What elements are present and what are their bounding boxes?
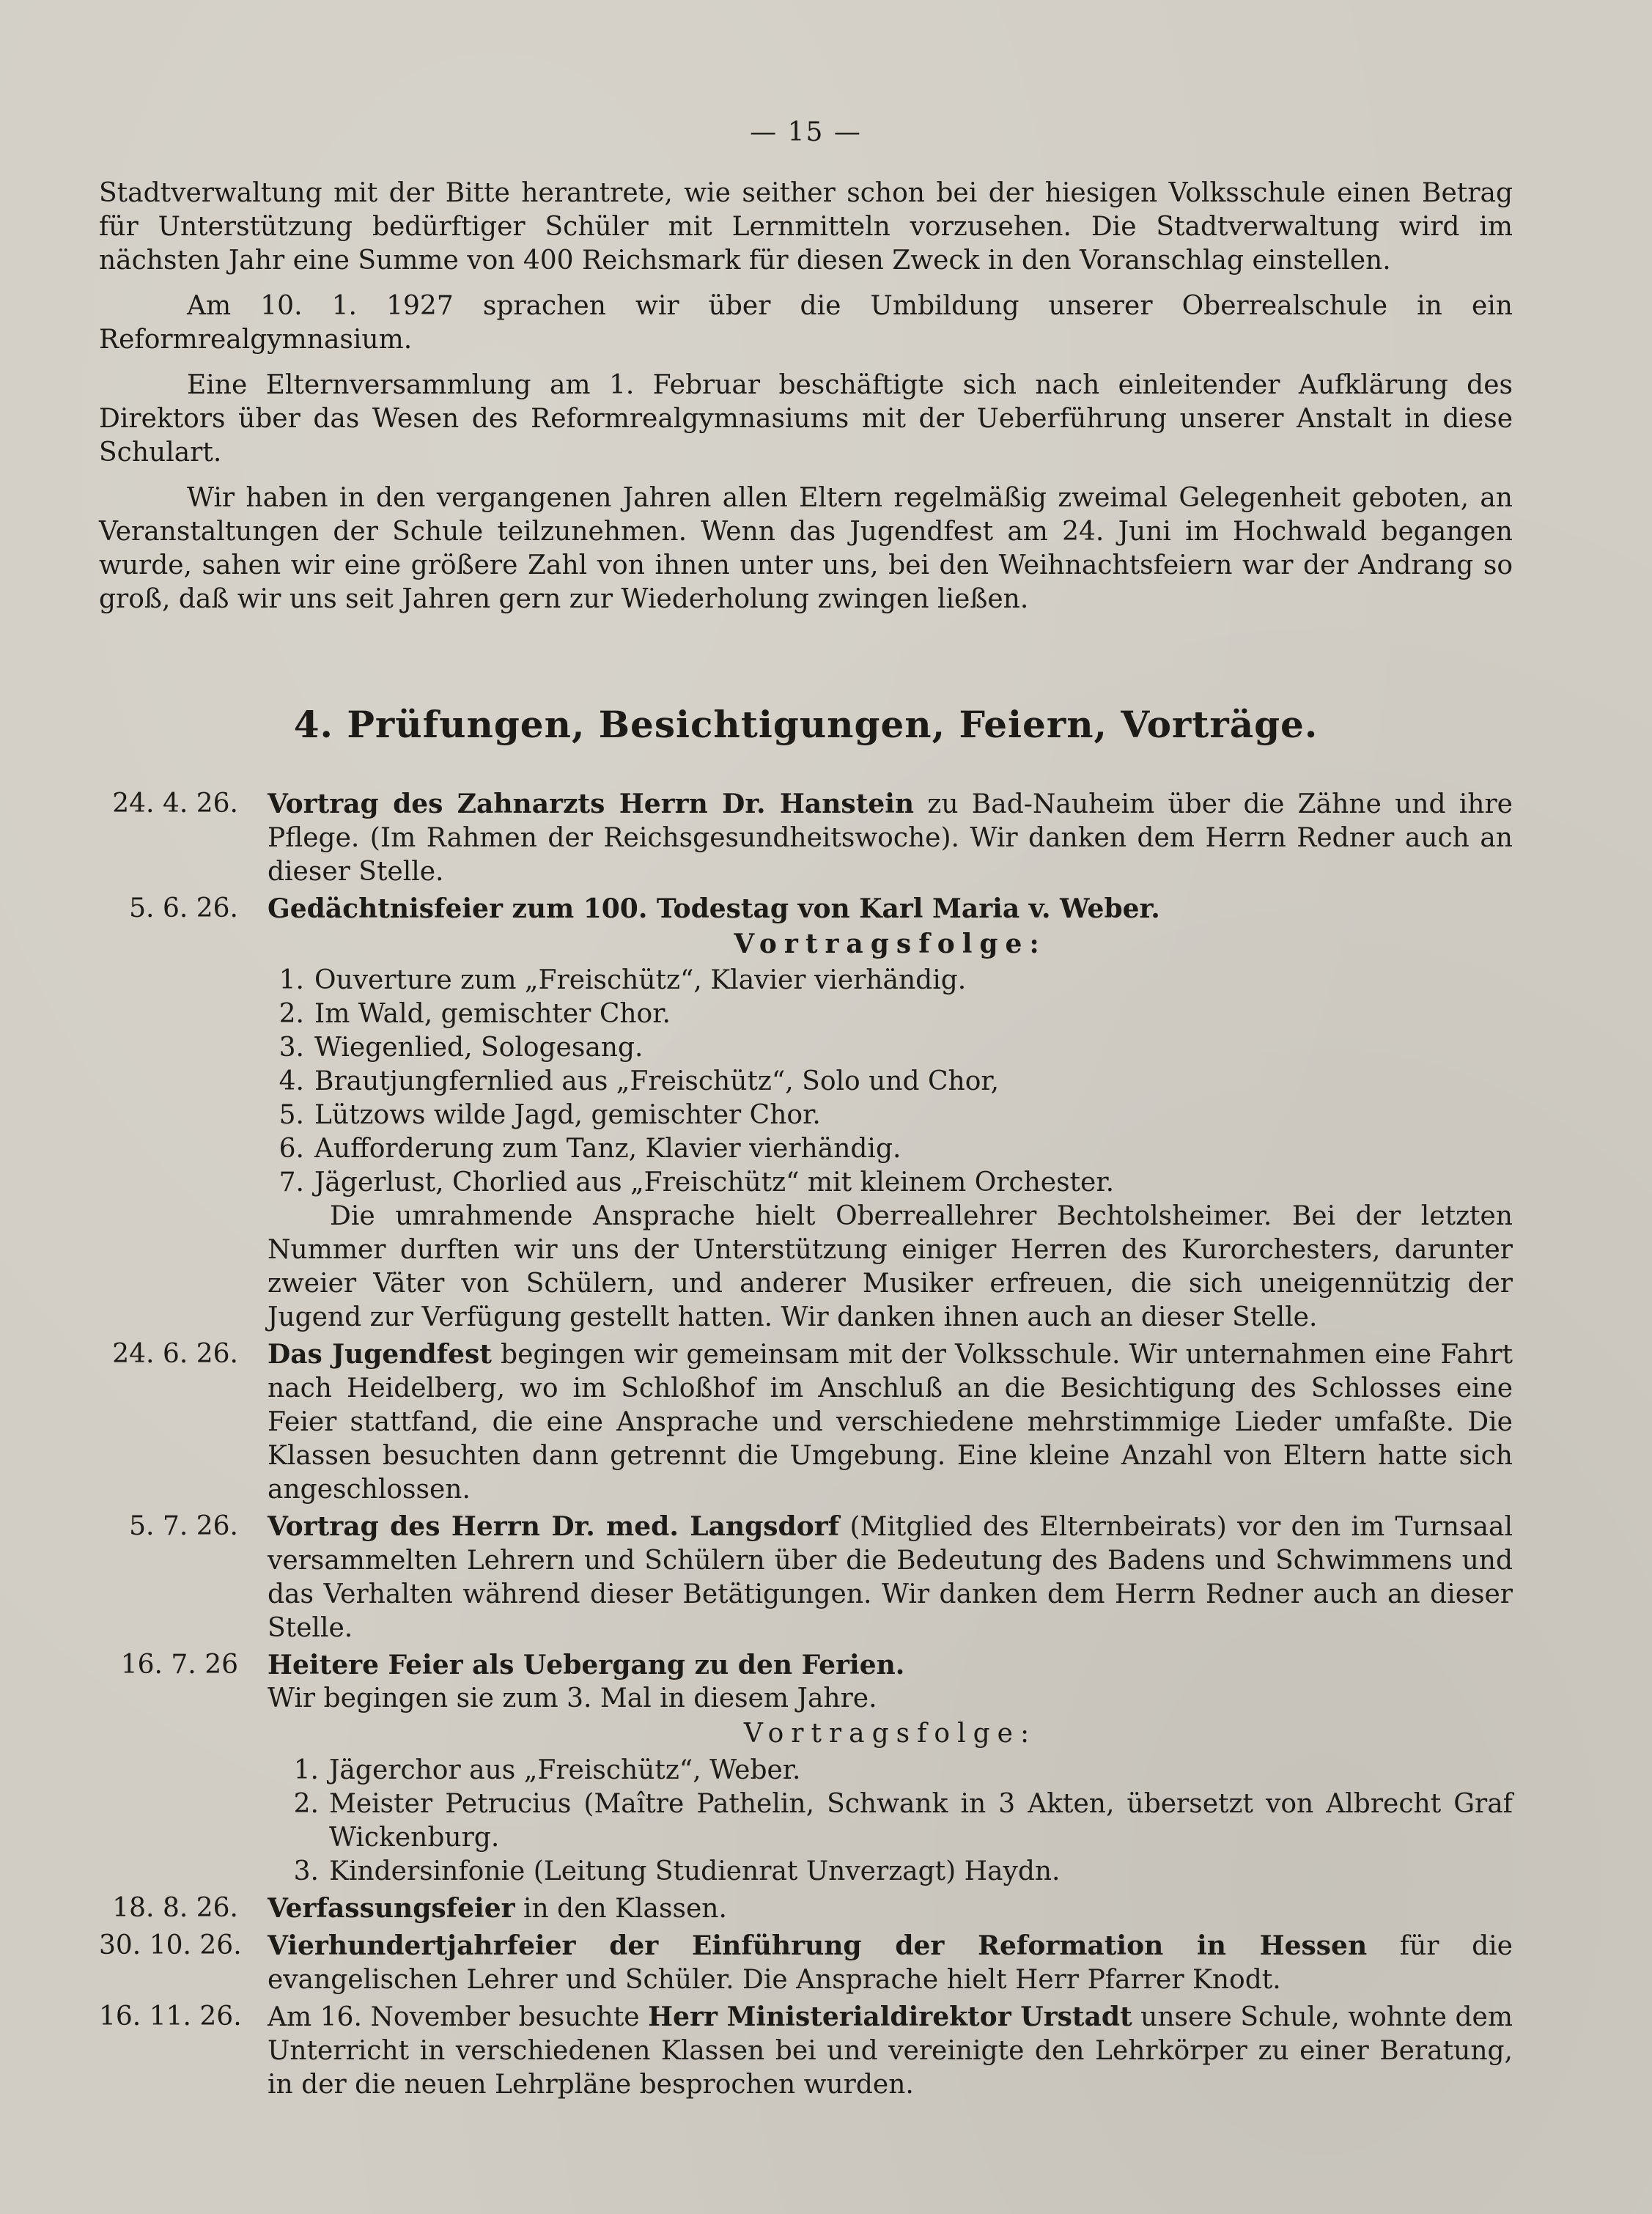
entry-body xyxy=(268,1337,1513,1507)
entry-row xyxy=(99,1648,1513,1889)
entry-text: unsere Schule, wohnte dem Unterricht in verschiedenen Klassen bei und vereinigte den Lehrkörper zu einer Beratung, in der die neuen Lehrpläne besprochen wurden. xyxy=(268,2002,1513,2100)
program-item-text: Im Wald, gemischter Chor. xyxy=(314,999,671,1029)
entry-date: 5. 7. 26. xyxy=(129,1511,238,1541)
program-item xyxy=(268,1166,1513,1200)
entry-body xyxy=(268,1929,1513,1997)
entry-body xyxy=(268,892,1513,1335)
entry-date: 24. 4. 26. xyxy=(112,789,238,819)
entry-date: 18. 8. 26. xyxy=(112,1893,238,1923)
paragraph-funding: Stadtverwaltung mit der Bitte herantrete, wie seither schon bei der hiesigen Volksschule einen Betrag für Unterstützung bedürftiger Schüler mit Lernmitteln vorzusehen. Die Stadtverwaltung wird im nächsten Jahr eine Summe von 400 Reichsmark für diesen Zweck in den Voranschlag einstellen. xyxy=(99,178,1513,276)
entry-text: begingen wir gemeinsam mit der Volksschule. Wir unternahmen eine Fahrt nach Heidelberg, wo im Schloßhof im Anschluß an die Besichtigung des Schlosses eine Feier stattfand, die eine Ansprache und verschiedene mehrstimmige Lieder umfaßte. Die Klassen besuchten dann getrennt die Umgebung. Eine kleine Anzahl von Eltern hatte sich angeschlossen. xyxy=(268,1340,1513,1505)
entry-body xyxy=(268,2000,1513,2102)
program-item xyxy=(268,1031,1513,1065)
program-item xyxy=(268,964,1513,997)
entry-title: Heitere Feier als Uebergang zu den Ferien. xyxy=(268,1650,905,1680)
program-item-number: 2. xyxy=(279,999,304,1029)
entry-text: zu Bad-Nauheim über die Zähne und ihre Pflege. (Im Rahmen der Reichsgesundheitswoche). Wir danken dem Herrn Redner auch an dieser Stelle. xyxy=(268,789,1513,887)
program-heading: Vortragsfolge: xyxy=(743,1719,1037,1749)
program-item-number: 1. xyxy=(279,965,304,995)
program-item-text: Meister Petrucius (Maître Pathelin, Schwank in 3 Akten, übersetzt von Albrecht Graf Wickenburg. xyxy=(329,1789,1513,1853)
program-item-text: Ouverture zum „Freischütz“, Klavier vierhändig. xyxy=(314,965,967,995)
section-title: 4. Prüfungen, Besichtigungen, Feiern, Vorträge. xyxy=(293,703,1319,746)
program-list xyxy=(268,1754,1513,1889)
entry-date: 5. 6. 26. xyxy=(129,893,238,923)
entry-row xyxy=(99,1929,1513,1997)
paragraph-reform: Am 10. 1. 1927 sprachen wir über die Umbildung unserer Oberrealschule in ein Reformrealgymnasium. xyxy=(99,291,1513,355)
program-item-number: 7. xyxy=(279,1167,304,1198)
entry-text: (Mitglied des Elternbeirats) vor den im Turnsaal versammelten Lehrern und Schülern über die Bedeutung des Badens und Schwimmens und das Verhalten während dieser Betätigungen. Wir danken dem Herrn Redner auch an dieser Stelle. xyxy=(268,1512,1513,1643)
entry-pre-text: Am 16. November besuchte xyxy=(268,2002,649,2032)
entry-body xyxy=(268,1510,1513,1645)
program-item-text: Jägerlust, Chorlied aus „Freischütz“ mit kleinem Orchester. xyxy=(314,1167,1115,1198)
program-item xyxy=(268,1787,1513,1855)
entry-row xyxy=(99,892,1513,1335)
entry-title: Verfassungsfeier xyxy=(268,1893,515,1924)
program-item-text: Wiegenlied, Sologesang. xyxy=(314,1033,644,1063)
entry-body xyxy=(268,1892,1513,1926)
paragraph-parents-meeting: Eine Elternversammlung am 1. Februar beschäftigte sich nach einleitender Aufklärung des Direktors über das Wesen des Reformrealgymnasiums mit der Ueberführung unserer Anstalt in diese Schulart. xyxy=(99,370,1513,468)
program-item-text: Lützows wilde Jagd, gemischter Chor. xyxy=(314,1100,821,1130)
entry-title: Herr Ministerialdirektor Urstadt xyxy=(648,2001,1132,2032)
program-item-number: 5. xyxy=(279,1100,304,1130)
entry-row xyxy=(99,1892,1513,1926)
program-item-number: 1. xyxy=(293,1755,319,1785)
program-item xyxy=(268,1855,1513,1889)
entry-title: Das Jugendfest xyxy=(268,1339,492,1370)
program-item-text: Kindersinfonie (Leitung Studienrat Unverzagt) Haydn. xyxy=(329,1856,1061,1886)
entry-text: in den Klassen. xyxy=(515,1894,727,1924)
program-list xyxy=(268,964,1513,1200)
entry-date: 16. 7. 26 xyxy=(120,1650,238,1680)
entry-title: Vortrag des Herrn Dr. med. Langsdorf xyxy=(268,1511,840,1542)
entry-row xyxy=(99,1510,1513,1645)
program-item xyxy=(268,997,1513,1031)
entry-text: für die evangelischen Lehrer und Schüler. Die Ansprache hielt Herr Pfarrer Knodt. xyxy=(268,1931,1513,1995)
program-item-text: Jägerchor aus „Freischütz“, Weber. xyxy=(329,1755,801,1785)
program-item xyxy=(268,1099,1513,1132)
entry-date: 24. 6. 26. xyxy=(112,1339,238,1369)
entry-after-text: Die umrahmende Ansprache hielt Oberreallehrer Bechtolsheimer. Bei der letzten Nummer durften wir uns der Unterstützung einiger Herren des Kurorchesters, darunter zweier Väter von Schülern, und anderer Musiker erfreuen, die sich uneigennützig der Jugend zur Verfügung gestellt hatten. Wir danken ihnen auch an dieser Stelle. xyxy=(268,1201,1513,1332)
entry-row xyxy=(99,2000,1513,2102)
program-item-number: 6. xyxy=(279,1134,304,1164)
entry-body xyxy=(268,787,1513,889)
entry-title: Vortrag des Zahnarzts Herrn Dr. Hanstein xyxy=(268,789,915,819)
program-item xyxy=(268,1132,1513,1166)
program-item xyxy=(268,1754,1513,1787)
entry-title: Gedächtnisfeier zum 100. Todestag von Karl Maria v. Weber. xyxy=(268,893,1160,924)
program-heading: Vortragsfolge: xyxy=(734,929,1047,959)
entry-date: 16. 11. 26. xyxy=(99,2001,242,2032)
program-item-number: 4. xyxy=(279,1066,304,1096)
program-item xyxy=(268,1065,1513,1099)
entry-body xyxy=(268,1648,1513,1889)
entry-row xyxy=(99,1337,1513,1507)
entry-date: 30. 10. 26. xyxy=(99,1930,242,1960)
program-item-number: 3. xyxy=(279,1033,304,1063)
entry-title: Vierhundertjahrfeier der Einführung der Reformation in Hessen xyxy=(268,1930,1368,1961)
program-item-number: 2. xyxy=(293,1789,319,1819)
paragraph-events: Wir haben in den vergangenen Jahren allen Eltern regelmäßig zweimal Gelegenheit geboten, an Veranstaltungen der Schule teilzunehmen. Wenn das Jugendfest am 24. Juni im Hochwald begangen wurde, sahen wir eine größere Zahl von ihnen unter uns, bei den Weihnachtsfeiern war der Andrang so groß, daß wir uns seit Jahren gern zur Wiederholung zwingen ließen. xyxy=(99,483,1513,614)
entry-subline: Wir begingen sie zum 3. Mal in diesem Jahre. xyxy=(268,1683,877,1713)
program-item-text: Brautjungfernlied aus „Freischütz“, Solo und Chor, xyxy=(314,1066,1000,1096)
program-item-number: 3. xyxy=(293,1856,319,1886)
entry-row xyxy=(99,787,1513,889)
page-number: — 15 — xyxy=(750,117,862,147)
program-item-text: Aufforderung zum Tanz, Klavier vierhändig. xyxy=(314,1134,901,1164)
